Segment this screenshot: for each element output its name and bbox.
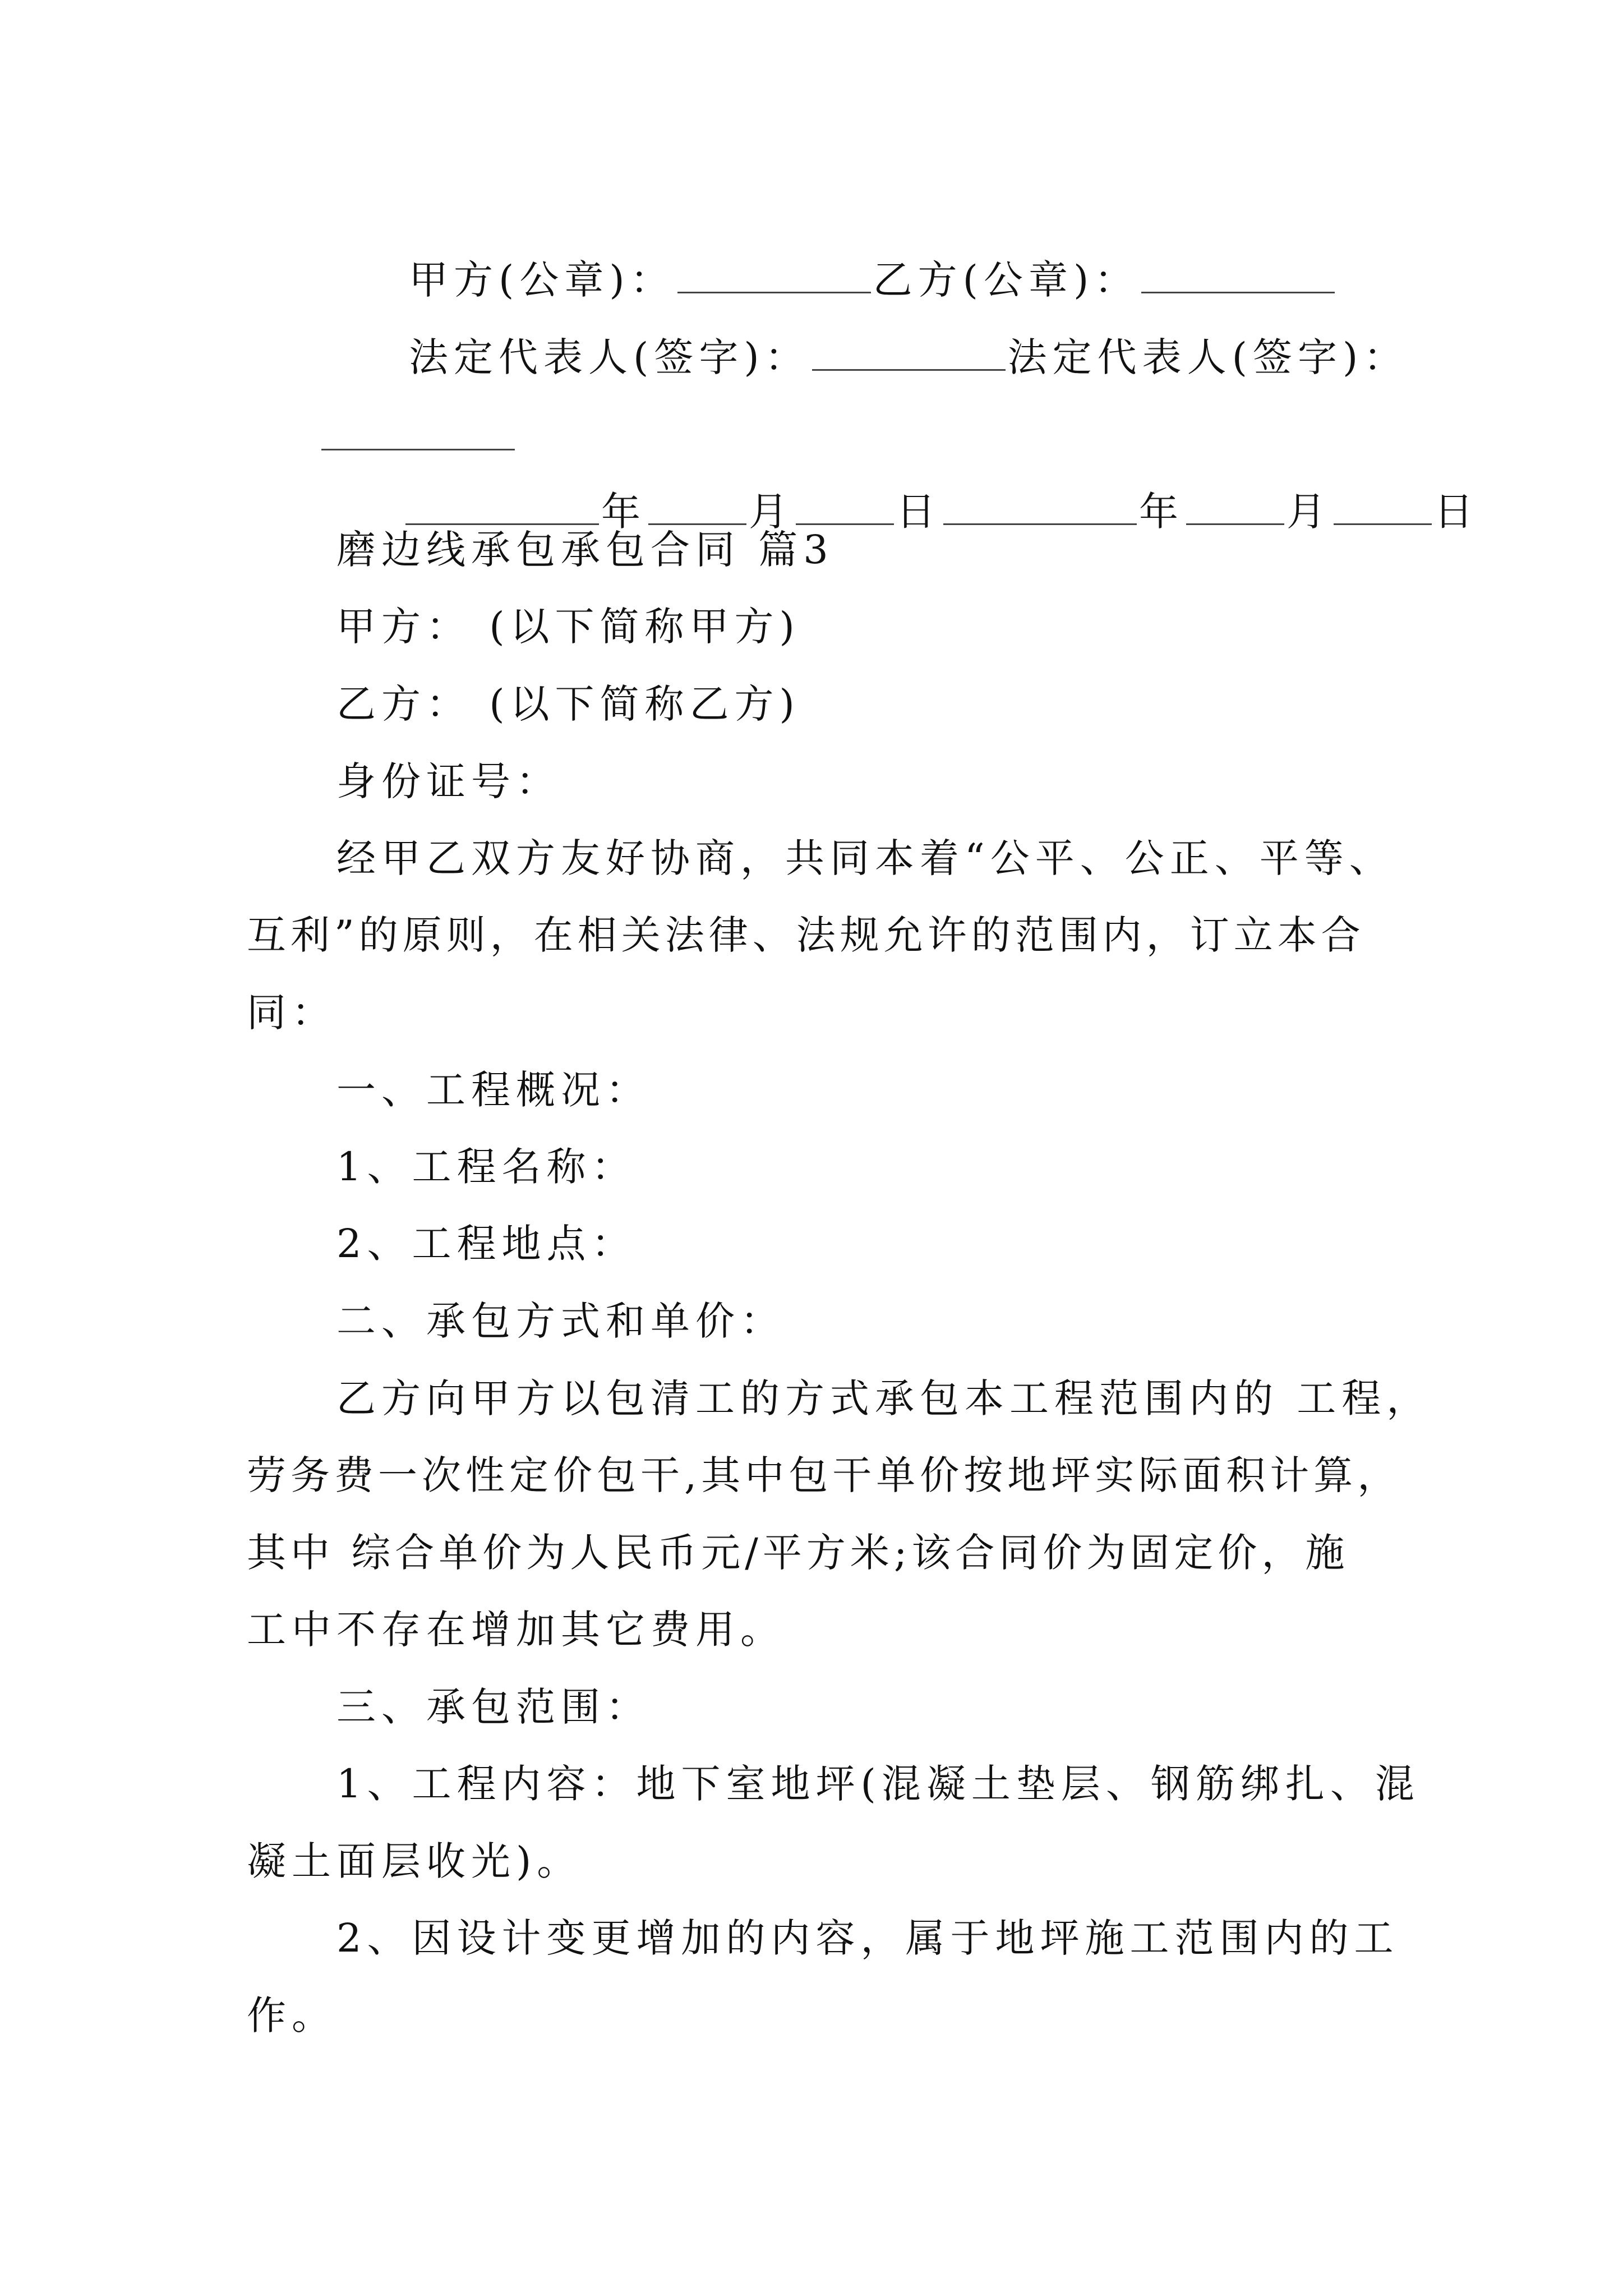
date-a-year-label: 年 — [601, 489, 647, 535]
intro-line-1: 经甲乙双方友好协商，共同本着“公平、公正、平等、 — [336, 835, 1394, 881]
section-2-title: 二、承包方式和单价： — [336, 1298, 785, 1344]
rep-a-blank — [812, 337, 1006, 371]
date-b-month-label: 月 — [1287, 489, 1332, 535]
date-b-year-blank — [943, 491, 1137, 525]
section-3-item-2-line-1: 2、因设计变更增加的内容，属于地坪施工范围内的工 — [336, 1915, 1399, 1961]
section-2-para-line-3: 其中 综合单价为人民币元/平方米;该合同价为固定价，施 — [247, 1530, 1349, 1576]
section-3-item-1-line-1: 1、工程内容：地下室地坪(混凝土垫层、钢筋绑扎、混 — [336, 1761, 1420, 1807]
party-a-line: 甲方： (以下简称甲方) — [336, 604, 800, 650]
date-b-month-blank — [1186, 491, 1284, 525]
party-b-seal-label: 乙方(公章)： — [873, 257, 1140, 303]
id-number-line: 身份证号： — [336, 758, 561, 804]
section-2-para-line-4: 工中不存在增加其它费用。 — [247, 1607, 785, 1653]
section-3-item-1-line-2: 凝土面层收光)。 — [247, 1838, 582, 1884]
date-a-month-label: 月 — [749, 489, 794, 535]
party-b-line: 乙方： (以下简称乙方) — [336, 681, 800, 727]
section-1-title: 一、工程概况： — [336, 1067, 651, 1113]
rep-b-label: 法定代表人(签字)： — [1007, 334, 1409, 380]
date-b-day-blank — [1334, 491, 1432, 525]
section-1-item-1: 1、工程名称： — [336, 1144, 637, 1190]
section-2-para-line-2: 劳务费一次性定价包干,其中包干单价按地坪实际面积计算， — [247, 1452, 1401, 1498]
section-3-title: 三、承包范围： — [336, 1684, 651, 1730]
party-b-seal-blank — [1141, 259, 1335, 293]
date-a-day-label: 日 — [896, 489, 942, 535]
date-a-day-blank — [796, 491, 894, 525]
party-a-seal-blank — [677, 259, 871, 293]
date-a-year-blank — [405, 491, 599, 525]
date-b-year-label: 年 — [1139, 489, 1184, 535]
contract-heading: 磨边线承包承包合同 篇3 — [336, 527, 834, 573]
intro-line-3: 同： — [247, 990, 336, 1036]
date-b-day-label: 日 — [1434, 489, 1479, 535]
section-1-item-2: 2、工程地点： — [336, 1221, 637, 1267]
section-3-item-2-line-2: 作。 — [247, 1993, 336, 2039]
section-2-para-line-1: 乙方向甲方以包清工的方式承包本工程范围内的 工程， — [336, 1375, 1432, 1421]
rep-a-label: 法定代表人(签字)： — [409, 334, 810, 380]
date-a-month-blank — [648, 491, 746, 525]
party-a-seal-label: 甲方(公章)： — [409, 257, 675, 303]
rep-b-blank — [321, 416, 515, 450]
intro-line-2: 互利”的原则，在相关法律、法规允许的范围内，订立本合 — [247, 912, 1365, 958]
